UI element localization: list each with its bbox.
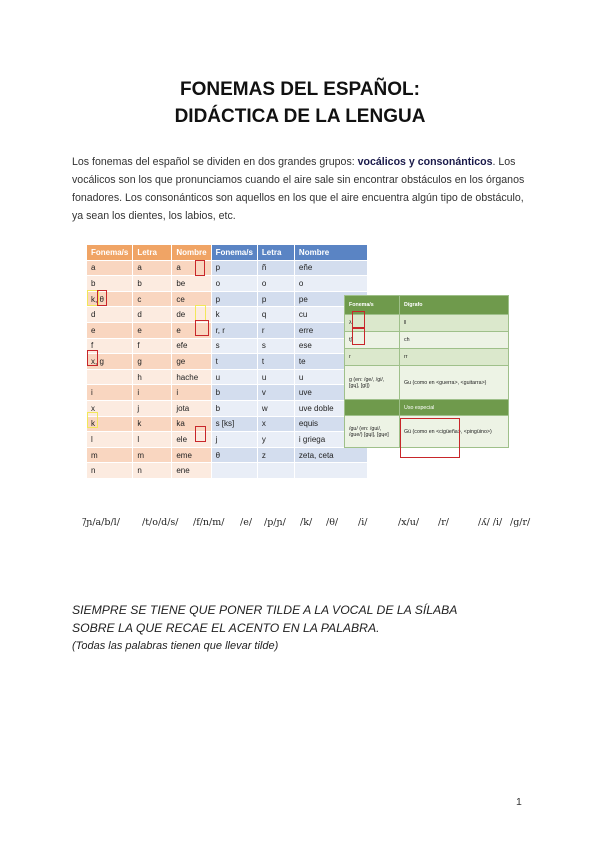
table-cell: w [257,400,294,416]
highlight-box [352,328,365,345]
title-line-2: DIDÁCTICA DE LA LENGUA [174,106,426,127]
table-cell: b [87,276,133,292]
highlight-box [195,320,209,336]
table-cell: eñe [294,260,367,276]
highlight-box [195,426,206,442]
table-cell: ce [172,291,211,307]
table-cell: f [133,338,172,354]
table-cell: ñ [257,260,294,276]
header-cell: Letra [133,245,172,261]
table-cell: g (en: /ge/, /gi/, [gɥ], [gi]) [345,366,400,400]
table-cell: p [211,291,257,307]
phoneme-group: /i/ [358,517,368,528]
table-cell: l [133,432,172,448]
table-cell: o [294,276,367,292]
table-cell: ele [172,432,211,448]
phoneme-group: /r/ [438,517,449,528]
table-cell: u [294,369,367,385]
phoneme-group: /̃ɲ/a/b/l/ [83,517,120,528]
table-cell: hache [172,369,211,385]
accent-rule [72,601,542,655]
table-cell: uve [294,385,367,401]
table-cell: i [87,385,133,401]
table-cell: r, r [211,322,257,338]
table-cell: n [133,463,172,479]
table-cell: r [345,349,400,366]
table-cell: t [257,354,294,370]
table-cell: te [294,354,367,370]
highlight-box [87,350,98,366]
table-cell: a [133,260,172,276]
table-cell: efe [172,338,211,354]
table-row [87,276,368,292]
highlight-box [97,290,107,306]
table-cell: y [257,432,294,448]
highlight-box [87,412,98,428]
table-cell: s [ks] [211,416,257,432]
table-cell: k [87,416,133,432]
table-row [345,315,509,332]
phoneme-group: /f/n/m/ [193,517,225,528]
table-cell: b [211,385,257,401]
table-cell: o [211,276,257,292]
phoneme-group: /t/o/d/s/ [142,517,179,528]
table-cell: x [87,400,133,416]
table-cell: i griega [294,432,367,448]
table-cell: equis [294,416,367,432]
page-title [0,76,600,130]
table-cell: s [211,338,257,354]
table-cell: cu [294,307,367,323]
table-cell: pe [294,291,367,307]
phoneme-group: /p/ɲ/ [264,517,286,528]
table-cell: k, θ [87,291,133,307]
table-row [87,432,368,448]
table-cell: zeta, ceta [294,447,367,463]
highlight-box [195,260,205,276]
table-cell: ch [400,332,509,349]
table-row [345,366,509,400]
table-cell: k [133,416,172,432]
table-cell: ll [400,315,509,332]
table-header-row [87,245,368,261]
table-row [87,400,368,416]
table-cell: ge [172,354,211,370]
table-row [87,322,368,338]
table-cell: x, g [87,354,133,370]
table-cell: k [211,307,257,323]
table-row [87,354,368,370]
table-cell: e [172,322,211,338]
table-cell: a [87,260,133,276]
table-cell: u [211,369,257,385]
table-cell: θ [211,447,257,463]
highlight-box [195,305,206,321]
table-cell: s [257,338,294,354]
table-cell: j [211,432,257,448]
table-cell: r [257,322,294,338]
rule-line-2: SOBRE LA QUE RECAE EL ACENTO EN LA PALABRA. [72,621,380,635]
table-cell: g [133,354,172,370]
header-cell: Fonema/s [87,245,133,261]
table-cell: o [257,276,294,292]
phoneme-group: /k/ [300,517,313,528]
table-row [87,385,368,401]
phoneme-group: /e/ [240,517,253,528]
table-cell [87,369,133,385]
table-cell: n [87,463,133,479]
table-cell: ene [172,463,211,479]
title-line-1: FONEMAS DEL ESPAÑOL: [180,79,420,100]
table-header-row [345,296,509,315]
table-cell: Gü (como en <cigüeña>, <pingüino>) [400,416,509,448]
table-cell: /gu/ (en: /gui/, /gue/) [gɥi], [gɥe] [345,416,400,448]
table-cell: u [257,369,294,385]
table-cell: l [87,432,133,448]
table-cell: Uso especial [400,400,509,416]
header-cell: Nombre [172,245,211,261]
phoneme-letter-table [86,244,368,479]
table-cell: erre [294,322,367,338]
table-row [87,416,368,432]
table-cell: b [211,400,257,416]
table-cell: i [172,385,211,401]
table-cell: t [211,354,257,370]
header-cell: Fonema/s [345,296,400,315]
table-cell: jota [172,400,211,416]
table-cell: λ [345,315,400,332]
table-cell: z [257,447,294,463]
highlight-box [400,418,460,458]
intro-text-1: Los fonemas del español se dividen en dos grandes grupos: [72,156,358,168]
phoneme-group: /ʎ/ /i/ [478,517,503,528]
table-cell: h [133,369,172,385]
table-row [87,447,368,463]
phoneme-group: /x/u/ [398,517,420,528]
intro-bold: vocálicos y consonánticos [357,156,493,168]
header-cell: Nombre [294,245,367,261]
table-cell [257,463,294,479]
rule-line-1: SIEMPRE SE TIENE QUE PONER TILDE A LA VOCAL DE LA SÍLABA [72,603,458,617]
table-cell: rr [400,349,509,366]
table-row [87,291,368,307]
table-cell: d [87,307,133,323]
table-cell: x [257,416,294,432]
table-cell: Gu (como en <guerra>, <guitarra>) [400,366,509,400]
table-cell: de [172,307,211,323]
table-cell [211,463,257,479]
phoneme-group: /θ/ [326,517,339,528]
table-cell: d [133,307,172,323]
table-row [87,338,368,354]
table-cell: m [133,447,172,463]
table-row [345,400,509,416]
table-row [87,307,368,323]
phoneme-group: /g/r/ [510,517,531,528]
table-cell: j [133,400,172,416]
table-cell: tʃ [345,332,400,349]
table-cell: v [257,385,294,401]
table-cell: p [211,260,257,276]
header-cell: Dígrafo [400,296,509,315]
intro-paragraph [72,153,532,225]
table-cell: f [87,338,133,354]
table-cell [345,400,400,416]
table-cell: m [87,447,133,463]
table-cell: a [172,260,211,276]
table-row [87,260,368,276]
intro-text-2: . Los vocálicos son los que pronunciamos cuando el aire sale sin encontrar obstáculos en los órganos fonadores. Los consonánticos son aquellos en los que el aire encuentra algún tipo de obstáculo, ya sean los dientes, los labios, etc. [72,156,525,222]
rule-note: (Todas las palabras tienen que llevar tilde) [72,640,279,652]
table-cell: b [133,276,172,292]
table-row [345,349,509,366]
table-cell: ese [294,338,367,354]
table-cell [294,463,367,479]
page-number: 1 [516,796,522,808]
header-cell: Letra [257,245,294,261]
table-cell: ka [172,416,211,432]
table-cell: eme [172,447,211,463]
table-cell: c [133,291,172,307]
highlight-box [352,311,365,328]
table-cell: p [257,291,294,307]
table-cell: e [87,322,133,338]
table-cell: q [257,307,294,323]
table-row [87,369,368,385]
table-cell: i [133,385,172,401]
table-row [345,332,509,349]
table-row [87,463,368,479]
table-cell: be [172,276,211,292]
header-cell: Fonema/s [211,245,257,261]
table-cell: uve doble [294,400,367,416]
table-cell: e [133,322,172,338]
